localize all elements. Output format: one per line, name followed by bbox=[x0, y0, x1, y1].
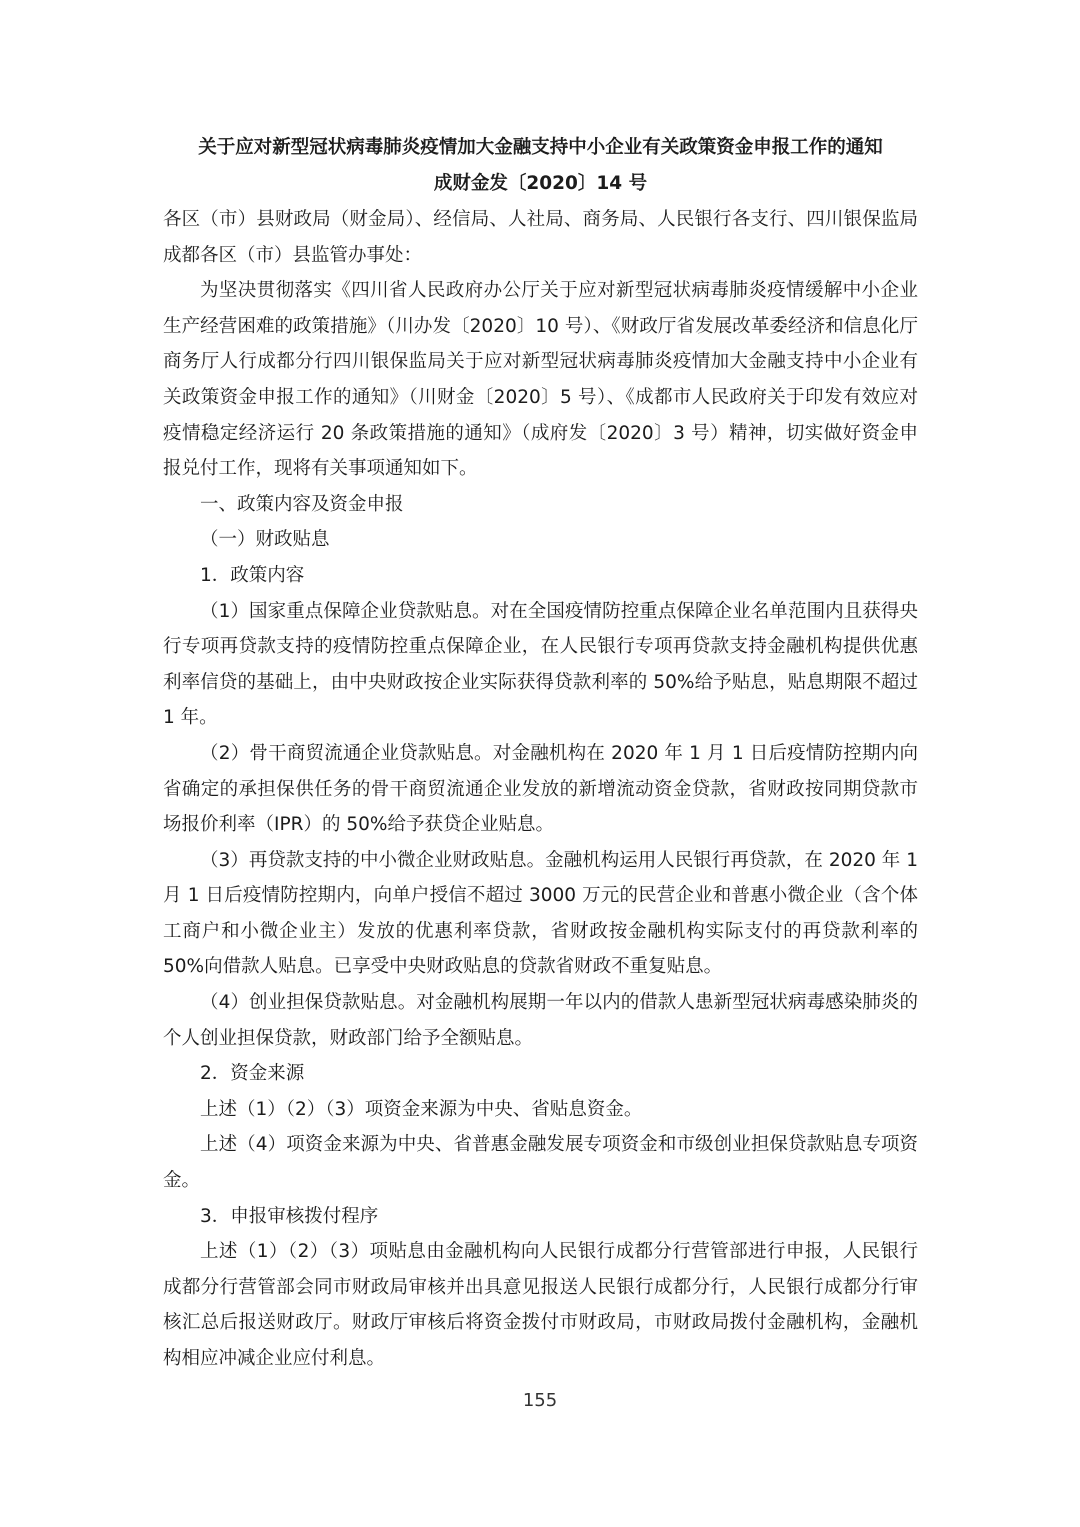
paragraph-procedure: 上述（1）（2）（3）项贴息由金融机构向人民银行成都分行营管部进行申报，人民银行成都分行营管部会同市财政局审核并出具意见报送人民银行成都分行，人民银行成都分行审核汇总后报送财政厅。财政厅审核后将资金拨付市财政局，市财政局拨付金融机构，金融机构相应冲减企业应付利息。 bbox=[163, 1241, 918, 1369]
paragraph-item-4: （4）创业担保贷款贴息。对金融机构展期一年以内的借款人患新型冠状病毒感染肺炎的个人创业担保贷款，财政部门给予全额贴息。 bbox=[163, 992, 918, 1049]
paragraph-item-1: （1）国家重点保障企业贷款贴息。对在全国疫情防控重点保障企业名单范围内且获得央行专项再贷款支持的疫情防控重点保障企业，在人民银行专项再贷款支持金融机构提供优惠利率信贷的基础上，由中央财政按企业实际获得贷款利率的 50%给予贴息，贴息期限不超过 1 年。 bbox=[163, 600, 918, 729]
paragraph-item-2: （2）骨干商贸流通企业贷款贴息。对金融机构在 2020 年 1 月 1 日后疫情防控期内向省确定的承担保供任务的骨干商贸流通企业发放的新增流动资金贷款，省财政按同期贷款市场报价利率（IPR）的 50%给予获贷企业贴息。 bbox=[163, 742, 918, 836]
subsection-heading-subsidy: （一）财政贴息 bbox=[200, 529, 330, 551]
document-number: 成财金发〔2020〕14 号 bbox=[433, 173, 648, 194]
document-body bbox=[163, 130, 918, 1377]
page-number: 155 bbox=[522, 1390, 558, 1411]
item-heading-procedure: 3．申报审核拨付程序 bbox=[200, 1205, 379, 1227]
addressee: 各区（市）县财政局（财金局）、经信局、人社局、商务局、人民银行各支行、四川银保监局成都各区（市）县监管办事处： bbox=[163, 209, 918, 266]
document-title: 关于应对新型冠状病毒肺炎疫情加大金融支持中小企业有关政策资金申报工作的通知 bbox=[198, 137, 883, 158]
item-heading-funding-source: 2．资金来源 bbox=[200, 1063, 305, 1085]
paragraph-funding-2: 上述（4）项资金来源为中央、省普惠金融发展专项资金和市级创业担保贷款贴息专项资金。 bbox=[163, 1134, 918, 1192]
item-heading-policy-content: 1．政策内容 bbox=[200, 564, 305, 586]
paragraph-funding-1: 上述（1）（2）（3）项资金来源为中央、省贴息资金。 bbox=[200, 1098, 643, 1120]
paragraph-intro: 为坚决贯彻落实《四川省人民政府办公厅关于应对新型冠状病毒肺炎疫情缓解中小企业生产经营困难的政策措施》（川办发〔2020〕10 号）、《财政厅省发展改革委经济和信息化厅商务厅人行成都分行四川银保监局关于应对新型冠状病毒肺炎疫情加大金融支持中小企业有关政策资金申报工作的通知》（川财金〔2020〕5 号）、《成都市人民政府关于印发有效应对疫情稳定经济运行 20 条政策措施的通知》（成府发〔2020〕3 号）精神，切实做好资金申报兑付工作，现将有关事项通知如下。 bbox=[163, 280, 918, 480]
section-heading-policy: 一、政策内容及资金申报 bbox=[200, 493, 404, 515]
paragraph-item-3: （3）再贷款支持的中小微企业财政贴息。金融机构运用人民银行再贷款，在 2020 年 1 月 1 日后疫情防控期内，向单户授信不超过 3000 万元的民营企业和普惠小微企业（含个体工商户和小微企业主）发放的优惠利率贷款，省财政按金融机构实际支付的再贷款利率的 50%向借款人贴息。已享受中央财政贴息的贷款省财政不重复贴息。 bbox=[163, 849, 918, 978]
